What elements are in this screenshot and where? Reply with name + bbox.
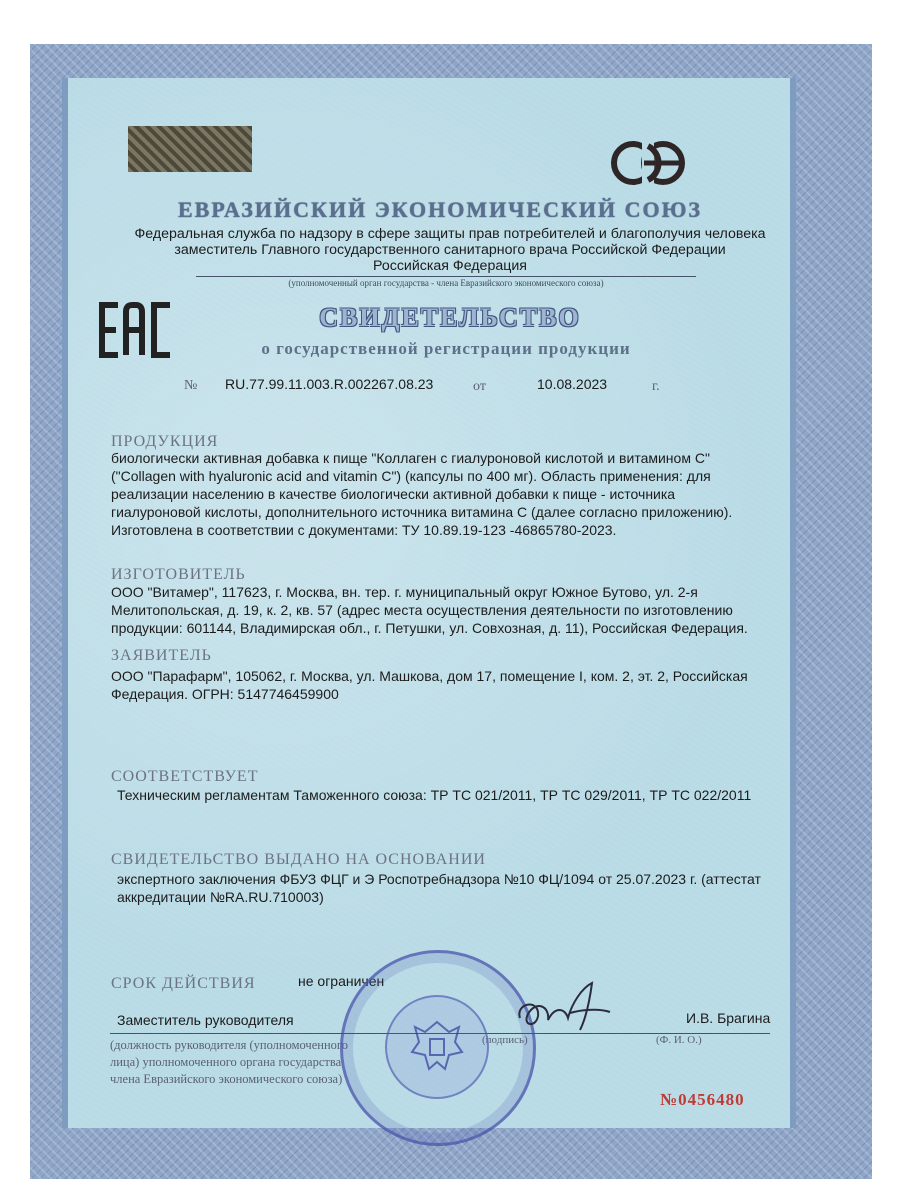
validity-value: не ограничен <box>298 973 385 989</box>
certificate-subtitle: о государственной регистрации продукции <box>261 339 631 358</box>
manufacturer-heading: ИЗГОТОВИТЕЛЬ <box>111 566 246 583</box>
year-suffix: г. <box>652 379 660 394</box>
ce-mark-logo <box>608 138 688 193</box>
signatory-caption <box>110 1037 348 1088</box>
conforms-text <box>117 786 807 804</box>
product-text <box>111 449 791 539</box>
union-title: ЕВРАЗИЙСКИЙ ЭКОНОМИЧЕСКИЙ СОЮЗ <box>178 197 703 222</box>
applicant-line: Федерация. ОГРН: 5147746459900 <box>111 686 339 702</box>
hologram-icon <box>128 126 252 172</box>
applicant-heading: ЗАЯВИТЕЛЬ <box>111 647 212 664</box>
basis-line: аккредитации №RA.RU.710003) <box>117 889 324 905</box>
eac-logo <box>98 302 174 363</box>
product-line: реализации населению в качестве биологически активной добавки к пище - источника <box>111 486 676 502</box>
manufacturer-line: продукции: 601144, Владимирская обл., г. Петушки, ул. Совхозная, д. 11), Российская Федерация. <box>111 620 748 636</box>
signature-caption: (подпись) <box>482 1034 528 1046</box>
manufacturer-text <box>111 583 801 637</box>
basis-line: экспертного заключения ФБУЗ ФЦГ и Э Роспотребнадзора №10 ФЦ/1094 от 25.07.2023 г. (аттестат <box>117 871 761 887</box>
header-underline <box>196 276 696 277</box>
certificate-date: 10.08.2023 <box>537 376 608 392</box>
signatory-name: И.В. Брагина <box>686 1010 771 1026</box>
agency-line-3: Российская Федерация <box>373 258 527 274</box>
conforms-heading: СООТВЕТСТВУЕТ <box>111 768 259 785</box>
basis-heading: СВИДЕТЕЛЬСТВО ВЫДАНО НА ОСНОВАНИИ <box>111 851 486 868</box>
certificate-number: RU.77.99.11.003.R.002267.08.23 <box>225 376 434 392</box>
caption-line: члена Евразийского экономического союза) <box>110 1072 343 1086</box>
coat-of-arms-icon <box>385 995 489 1099</box>
manufacturer-line: Мелитопольская, д. 19, к. 2, кв. 57 (адрес места осуществления деятельности по изготовлению <box>111 602 733 618</box>
conforms-line: Техническим регламентам Таможенного союза: ТР ТС 021/2011, ТР ТС 029/2011, ТР ТС 022/2011 <box>117 787 752 803</box>
number-label: № <box>184 378 198 393</box>
caption-line: (должность руководителя (уполномоченного <box>110 1038 348 1052</box>
agency-line-2: заместитель Главного государственного санитарного врача Российской Федерации <box>174 242 726 258</box>
header-caption: (уполномоченный орган государства - члена Евразийского экономического союза) <box>288 278 604 288</box>
product-heading: ПРОДУКЦИЯ <box>111 433 219 450</box>
agency-line-1: Федеральная служба по надзору в сфере защиты прав потребителей и благополучия человека <box>134 226 766 242</box>
applicant-line: ООО "Парафарм", 105062, г. Москва, ул. Машкова, дом 17, помещение I, ком. 2, эт. 2, Российская <box>111 668 748 684</box>
validity-heading: СРОК ДЕЙСТВИЯ <box>111 975 256 992</box>
date-label: от <box>473 379 486 394</box>
serial-number: №0456480 <box>660 1090 745 1109</box>
signatory-position: Заместитель руководителя <box>117 1012 294 1028</box>
product-line: ("Collagen with hyaluronic acid and vitamin C") (капсулы по 400 мг). Область применения: для <box>111 468 711 484</box>
applicant-text <box>111 667 801 703</box>
product-line: гиалуроновой кислоты, дополнительного источника витамина С (далее согласно приложению). <box>111 504 733 520</box>
caption-line: лица) уполномоченного органа государства <box>110 1055 342 1069</box>
basis-text <box>117 870 807 906</box>
certificate-title: СВИДЕТЕЛЬСТВО <box>319 303 581 332</box>
manufacturer-line: ООО "Витамер", 117623, г. Москва, вн. тер. г. муниципальный округ Южное Бутово, ул. 2-я <box>111 584 698 600</box>
handwritten-signature-icon <box>510 978 620 1043</box>
product-line: биологически активная добавка к пище "Коллаген с гиалуроновой кислотой и витамином С" <box>111 450 710 466</box>
name-caption: (Ф. И. О.) <box>656 1034 702 1046</box>
product-line: Изготовлена в соответствии с документами: ТУ 10.89.19-123 -46865780-2023. <box>111 522 617 538</box>
